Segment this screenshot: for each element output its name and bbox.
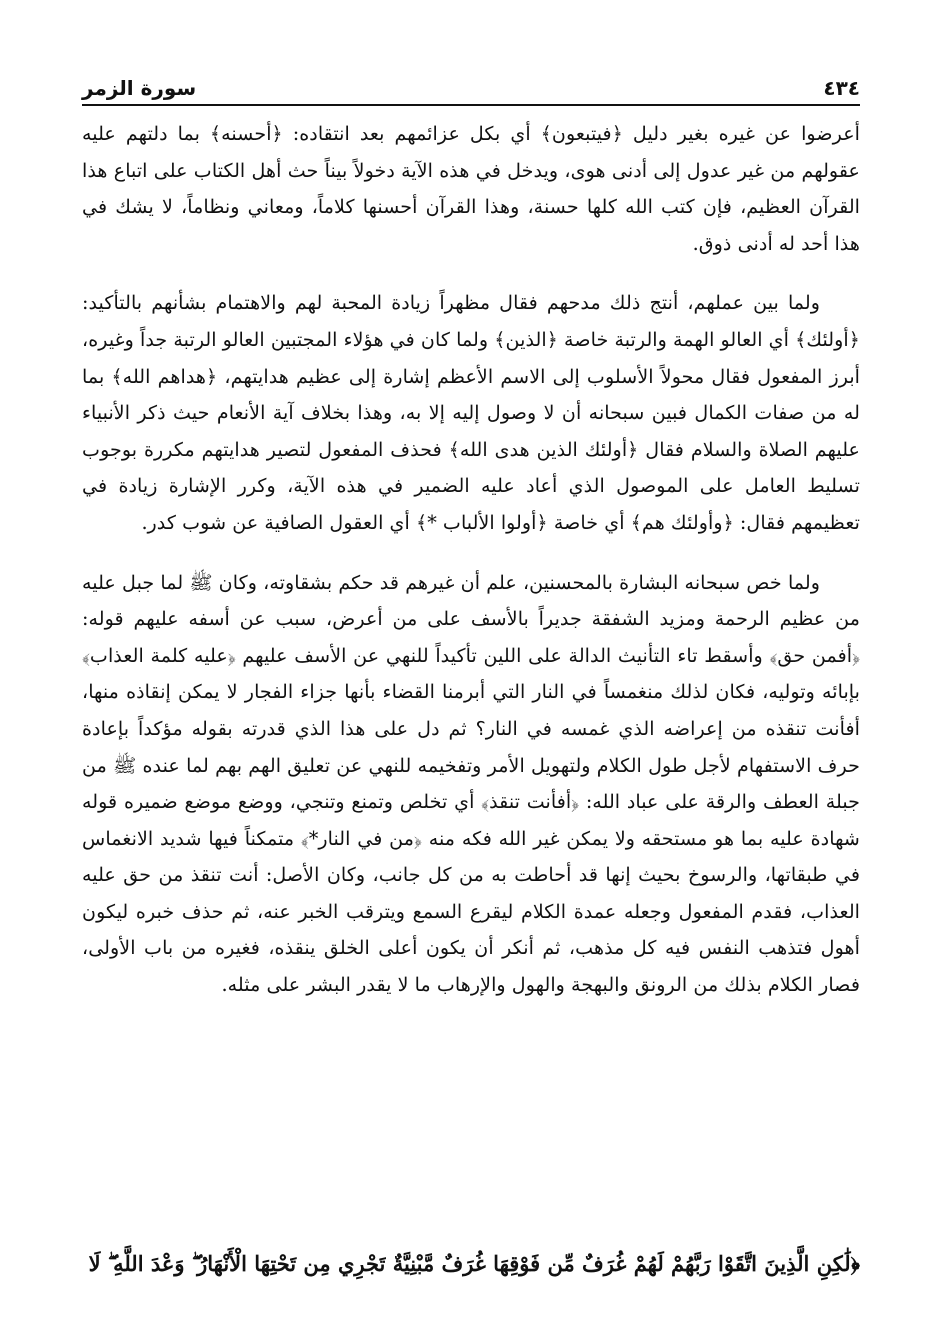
paragraph-3: [82, 565, 860, 1004]
page-number: ٤٣٤: [823, 76, 860, 100]
paragraph-3-text: ولما خص سبحانه البشارة بالمحسنين، علم أن غيرهم قد حكم بشقاوته، وكان ﷺ لما جبل عليه من عظيم الرحمة ومزيد الشفقة جديراً بالأسف على من أعرض، سبب عن أسفه عليهم قوله: ﴿أفمن حق﴾ وأسقط تاء التأنيث الدالة على اللين تأكيداً للنهي عن الأسف عليهم ﴿عليه كلمة العذاب﴾ بإبائه وتوليه، فكان لذلك منغمساً في النار التي أبرمنا القضاء بأنها جزاء الفجار لا يمكن إنقاذه منها، أفأنت تنقذه من إعراضه الذي غمسه في النار؟ ثم دل على هذا الذي قدرته بقوله مؤكداً بإعادة حرف الاستفهام لأجل طول الكلام ولتهويل الأمر وتفخيمه للنهي عن تعليق الهم بهم لما عنده ﷺ من جبلة العطف والرقة على عباد الله: ﴿أفأنت تنقذ﴾ أي تخلص وتمنع وتنجي، ووضع موضع ضميره قوله شهادة عليه بما هو مستحقه ولا يمكن غير الله فكه منه ﴿من في النار*﴾ متمكناً فيها شديد الانغماس في طبقاتها، والرسوخ بحيث إنها قد أحاطت به من كل جانب، وكان الأصل: أنت تنقذ من حق عليه العذاب، فقدم المفعول وجعله عمدة الكلام ليقرع السمع ويترقب الخبر عنه، ثم حذف خبره ليكون أهول فتذهب النفس فيه كل مذهب، ثم أنكر أن يكون أعلى الخلق ينقذه، فغيره من باب الأولى، فصار الكلام بذلك من الرونق والبهجة والهول والإرهاب ما لا يقدر البشر على مثله.: [82, 570, 860, 997]
surah-title: سورة الزمر: [82, 76, 197, 100]
main-text: [82, 116, 860, 1004]
paragraph-1: أعرضوا عن غيره بغير دليل ﴿فيتبعون﴾ أي بكل عزائمهم بعد انتقاده: ﴿أحسنه﴾ بما دلتهم عليه عقولهم من غير عدول إلى أدنى هوى، ويدخل في هذه الآية دخولاً بيناً حث أهل الكتاب على اتباع هذا القرآن العظيم، فإن كتب الله كلها حسنة، وهذا القرآن أحسنها كلاماً، ومعاني ونظاماً، لا يشك في هذا أحد له أدنى ذوق.: [82, 122, 860, 255]
header-divider: [82, 104, 860, 106]
paragraph-2: [82, 285, 860, 541]
page-header: [82, 68, 860, 100]
quran-verse: ﴿لَٰكِنِ الَّذِينَ اتَّقَوْا رَبَّهُمْ لَهُمْ غُرَفٌ مِّن فَوْقِهَا غُرَفٌ مَّبْنِيَّةٌ تَجْرِي مِن تَحْتِهَا الْأَنْهَارُ ۖ وَعْدَ اللَّهِ ۖ لَا: [88, 1251, 860, 1276]
paragraph-2-text: ولما بين عملهم، أنتج ذلك مدحهم فقال مظهراً زيادة المحبة لهم والاهتمام بشأنهم بالتأكيد: ﴿أولئك﴾ أي العالو الهمة والرتبة خاصة ﴿الذين﴾ ولما كان في هؤلاء المجتبين العالو الرتبة جداً وغيره، أبرز المفعول فقال محولاً الأسلوب إلى الاسم الأعظم إشارة إلى عظيم هدايتهم، ﴿هداهم الله﴾ بما له من صفات الكمال فبين سبحانه أن لا وصول إليه إلا به، وهذا بخلاف آية الأنعام حيث ذكر الأنبياء عليهم الصلاة والسلام فقال ﴿أولئك الذين هدى الله﴾ فحذف المفعول لتصير هدايتهم مكررة بوجوب تسليط العامل على الموصول الذي أعاد عليه الضمير في هذه الآية، وكرر الإشارة زيادة في تعظيمهم فقال: ﴿وأولئك هم﴾ أي خاصة ﴿أولوا الألباب *﴾ أي العقول الصافية عن شوب كدر.: [82, 291, 860, 534]
